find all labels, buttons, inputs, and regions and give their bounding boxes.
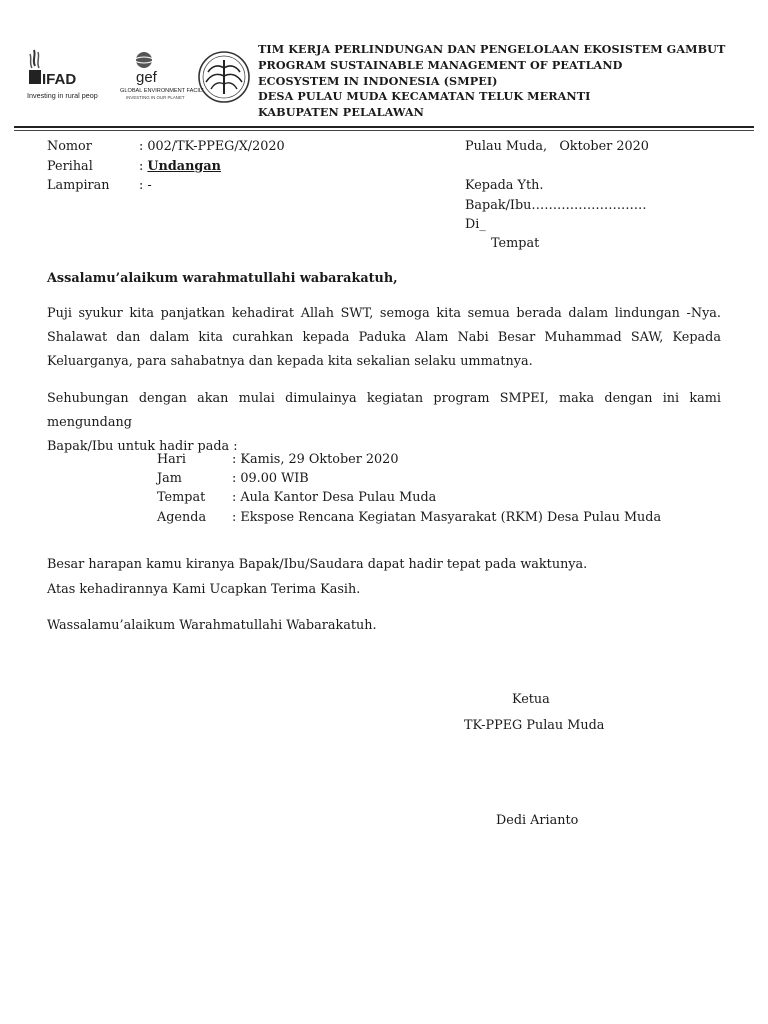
perihal-colon: : <box>139 159 148 174</box>
paragraph-line: Sehubungan dengan akan mulai dimulainya kegiatan program SMPEI, maka dengan ini kami mengundang <box>47 391 721 430</box>
org-line: KABUPATEN PELALAWAN <box>258 105 424 120</box>
signature-title: Ketua <box>512 692 550 707</box>
paragraph-line: Shalawat dan dalam kita curahkan kepada Paduka Alam Nabi Besar Muhammad SAW, Kepada <box>47 330 721 345</box>
ifad-tagline-text: Investing in rural people <box>27 91 98 100</box>
ifad-emblem-icon <box>26 48 98 104</box>
gef-tagline-text: GLOBAL ENVIRONMENT FACILITY <box>120 88 204 94</box>
perihal-value: Undangan <box>147 159 221 174</box>
ifad-logo <box>26 48 98 104</box>
paragraph-invitation <box>47 387 721 459</box>
detail-label: Hari <box>157 452 186 467</box>
signature-name: Dedi Arianto <box>496 813 579 828</box>
org-line: ECOSYSTEM IN INDONESIA (SMPEI) <box>258 73 498 88</box>
perihal-label: Perihal <box>47 159 93 174</box>
recipient-line: Kepada Yth. <box>465 178 544 193</box>
detail-label: Agenda <box>157 510 207 525</box>
closing-salam: Wassalamu’alaikum Warahmatullahi Wabarakatuh. <box>47 618 377 633</box>
closing-line: Atas kehadirannya Kami Ucapkan Terima Kasih. <box>47 582 361 597</box>
detail-value: : Kamis, 29 Oktober 2020 <box>232 452 399 467</box>
gef-brand-text: gef <box>136 69 157 86</box>
seal-emblem-icon <box>192 50 256 104</box>
lampiran-label: Lampiran <box>47 178 110 193</box>
recipient-line: Di_ <box>465 217 486 232</box>
nomor-label: Nomor <box>47 139 92 154</box>
recipient-line: Tempat <box>491 236 540 251</box>
paragraph-line: Keluarganya, para sahabatnya dan kepada kita sekalian selaku ummatnya. <box>47 354 533 369</box>
organization-heading <box>258 42 738 121</box>
detail-value: : 09.00 WIB <box>232 471 309 486</box>
ifad-brand-text: IFAD <box>42 71 77 88</box>
detail-label: Jam <box>157 471 182 486</box>
lampiran-value: : - <box>139 178 152 193</box>
kementerian-seal-logo <box>192 50 256 104</box>
detail-label: Tempat <box>157 490 206 505</box>
paragraph-line: Bapak/Ibu untuk hadir pada : <box>47 439 238 454</box>
detail-value: : Aula Kantor Desa Pulau Muda <box>232 490 437 505</box>
letterhead-divider-thin <box>14 130 754 131</box>
letterhead-divider <box>14 126 754 128</box>
perihal-row <box>139 159 221 175</box>
paragraph-line: Puji syukur kita panjatkan kehadirat Allah SWT, semoga kita semua berada dalam lindungan -Nya. <box>47 306 721 321</box>
paragraph-opening <box>47 302 721 374</box>
place-date: Pulau Muda, Oktober 2020 <box>465 139 649 154</box>
detail-value: : Ekspose Rencana Kegiatan Masyarakat (RKM) Desa Pulau Muda <box>232 510 662 525</box>
recipient-line: Bapak/Ibu……………………… <box>465 198 647 213</box>
nomor-value: : 002/TK-PPEG/X/2020 <box>139 139 285 154</box>
org-line: PROGRAM SUSTAINABLE MANAGEMENT OF PEATLAND <box>258 57 623 72</box>
closing-line: Besar harapan kamu kiranya Bapak/Ibu/Saudara dapat hadir tepat pada waktunya. <box>47 557 588 572</box>
gef-subtagline-text: INVESTING IN OUR PLANET <box>126 95 185 100</box>
org-line: DESA PULAU MUDA KECAMATAN TELUK MERANTI <box>258 89 591 104</box>
org-line: TIM KERJA PERLINDUNGAN DAN PENGELOLAAN EKOSISTEM GAMBUT <box>258 42 726 56</box>
greeting: Assalamu’alaikum warahmatullahi wabarakatuh, <box>47 271 398 286</box>
letterhead-logos <box>26 44 258 106</box>
signature-org: TK-PPEG Pulau Muda <box>464 718 605 733</box>
